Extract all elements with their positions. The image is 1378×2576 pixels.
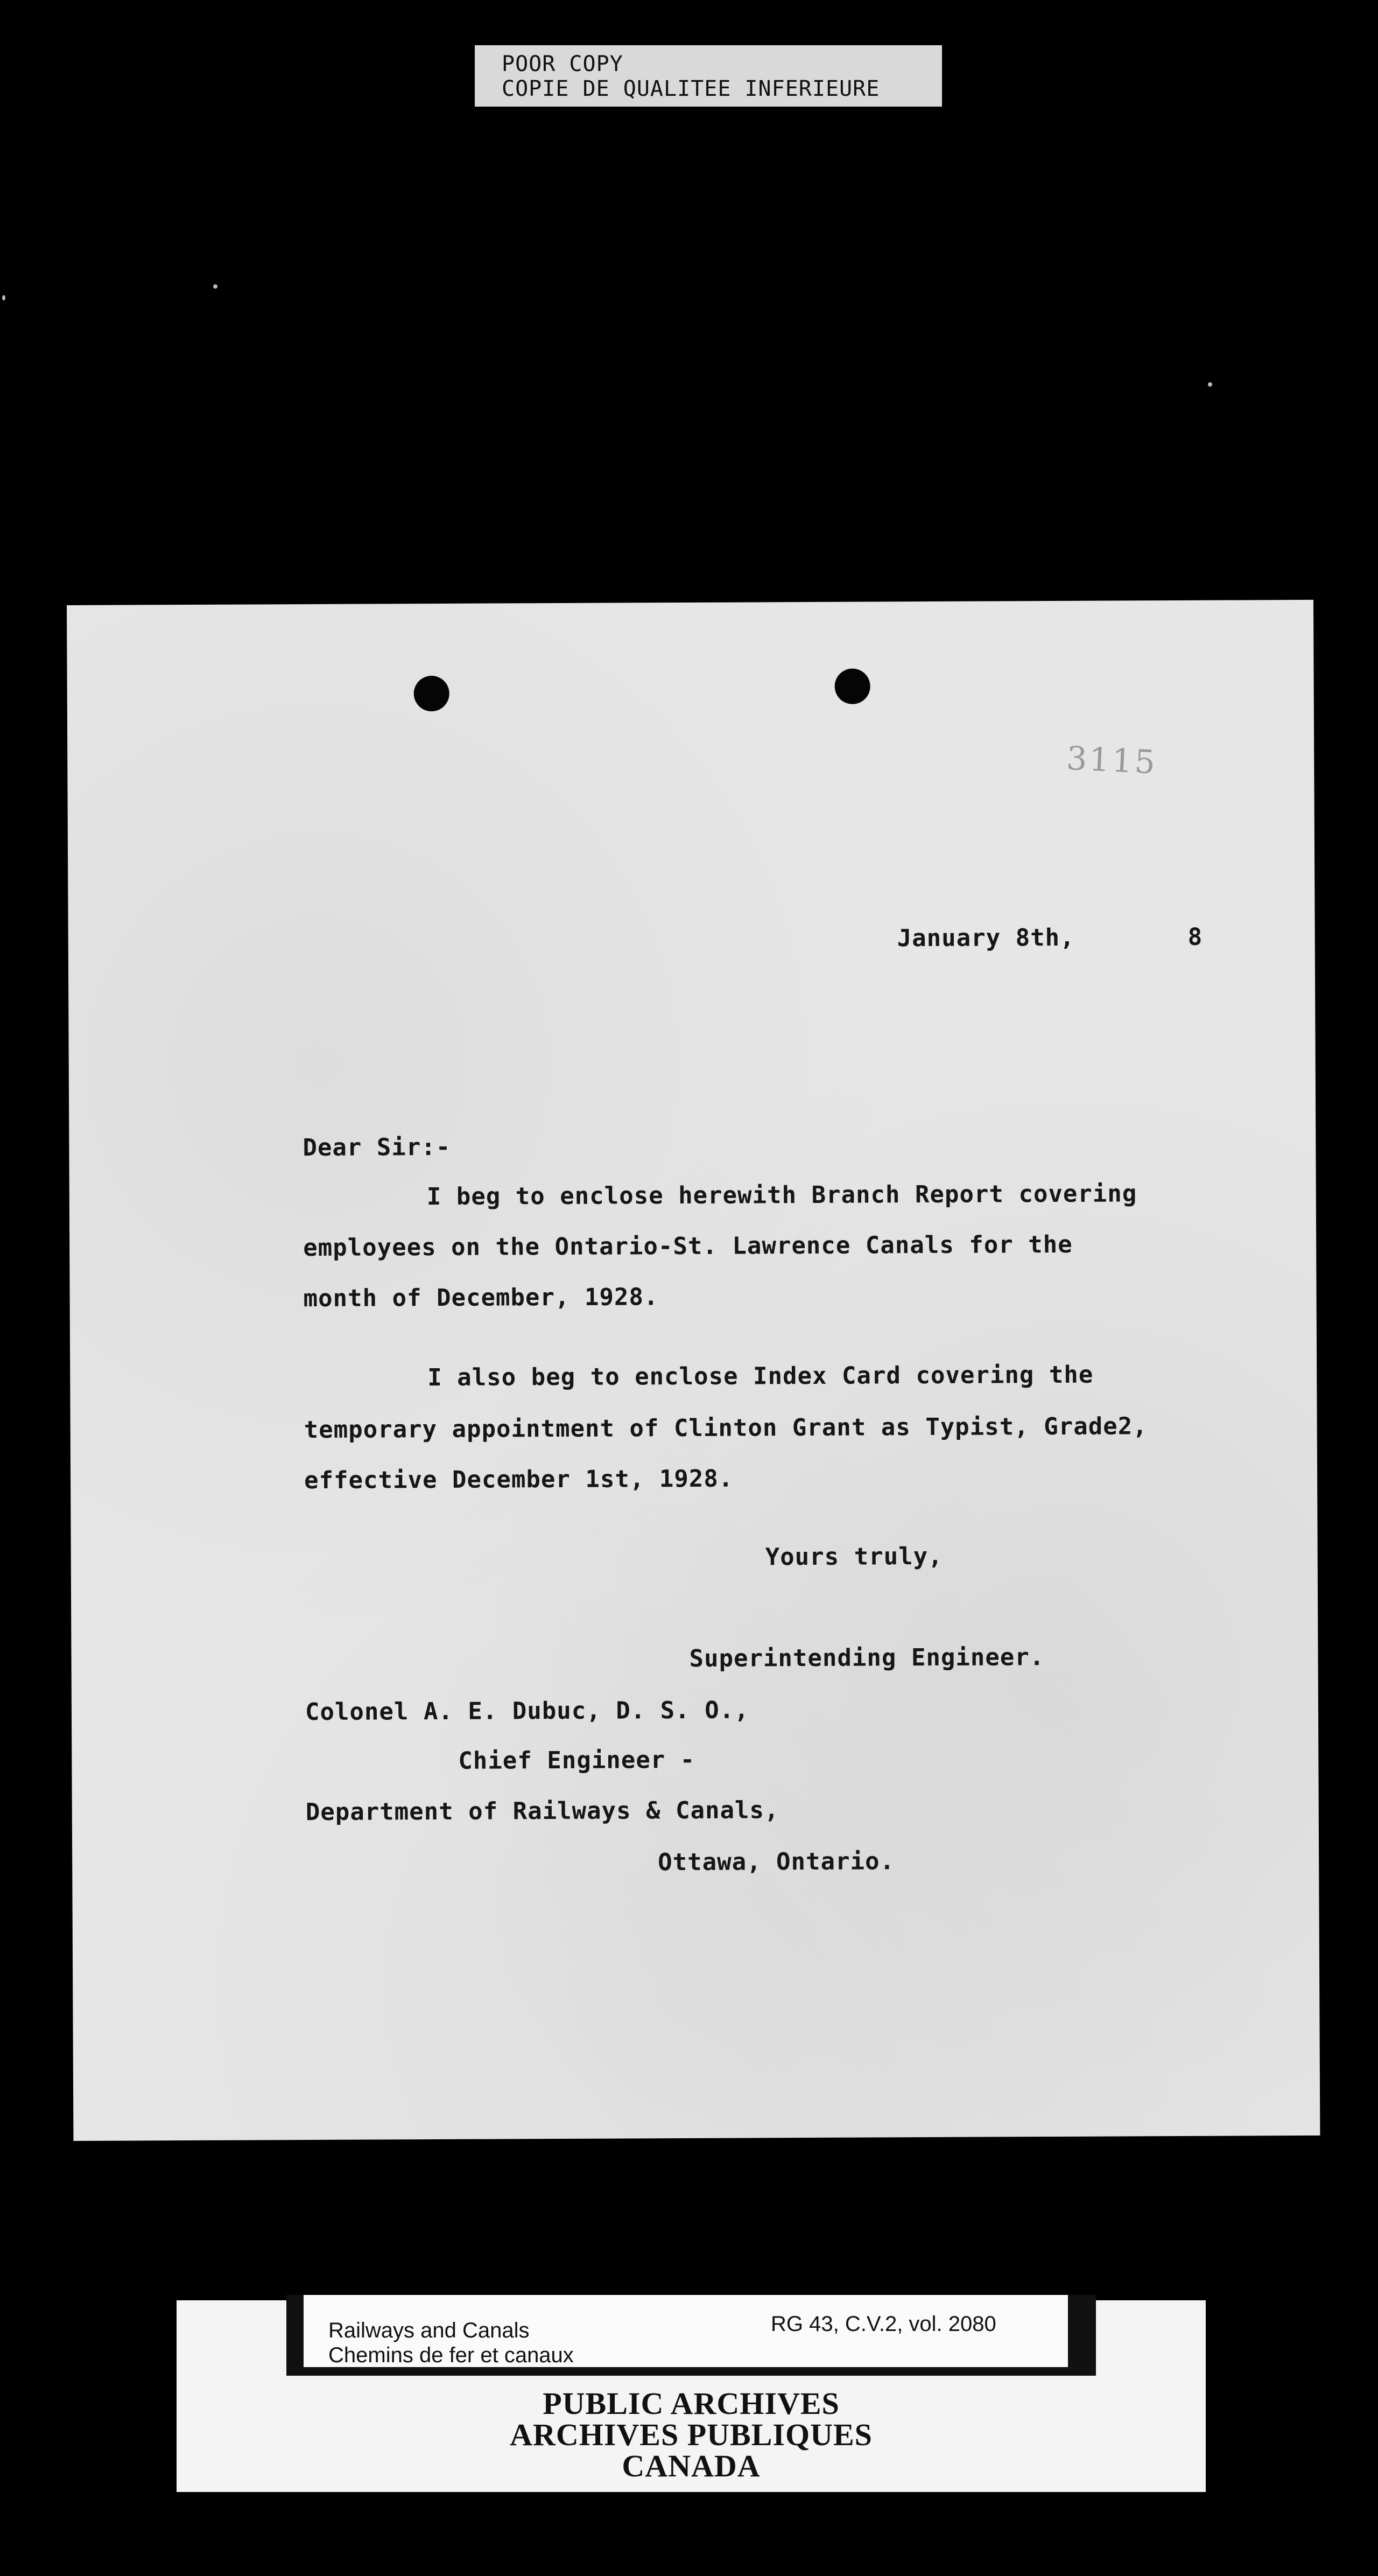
paragraph-2-line-3: effective December 1st, 1928. [304, 1465, 734, 1495]
collection-english: Railways and Canals [328, 2319, 530, 2342]
letter-page [67, 600, 1320, 2141]
collection-french: Chemins de fer et canaux [328, 2343, 574, 2367]
paragraph-1-line-2: employees on the Ontario-St. Lawrence Canals for the [303, 1230, 1073, 1262]
salutation: Dear Sir:- [303, 1133, 451, 1162]
film-speck [2, 295, 5, 300]
paragraph-1-line-3: month of December, 1928. [303, 1283, 659, 1313]
paragraph-1-line-1: I beg to enclose herewith Branch Report covering [426, 1180, 1137, 1211]
poor-copy-notice [475, 45, 942, 107]
punch-hole-left [414, 676, 449, 711]
addressee-city: Ottawa, Ontario. [658, 1847, 895, 1877]
film-speck [1208, 382, 1212, 387]
addressee-department: Department of Railways & Canals, [305, 1796, 779, 1826]
archive-reference: RG 43, C.V.2, vol. 2080 [771, 2312, 996, 2336]
film-speck [213, 284, 217, 289]
page-number-stamp: 3115 [1065, 739, 1158, 782]
poor-copy-line1: POOR COPY [502, 52, 623, 76]
paragraph-2-line-1: I also beg to enclose Index Card covering the [427, 1361, 1094, 1392]
archives-line-2: ARCHIVES PUBLIQUES [510, 2417, 873, 2452]
signature-title: Superintending Engineer. [689, 1643, 1045, 1672]
addressee-title: Chief Engineer - [458, 1746, 695, 1775]
addressee-name: Colonel A. E. Dubuc, D. S. O., [305, 1696, 749, 1726]
archives-line-1: PUBLIC ARCHIVES [543, 2386, 840, 2421]
letter-date-year: 8 [1187, 923, 1203, 951]
paragraph-2-line-2: temporary appointment of Clinton Grant as Typist, Grade2, [304, 1412, 1148, 1444]
letter-date: January 8th, [897, 923, 1075, 953]
closing: Yours truly, [765, 1542, 943, 1571]
archives-line-3: CANADA [622, 2448, 761, 2483]
punch-hole-right [835, 668, 870, 704]
poor-copy-line2: COPIE DE QUALITEE INFERIEURE [502, 76, 880, 101]
